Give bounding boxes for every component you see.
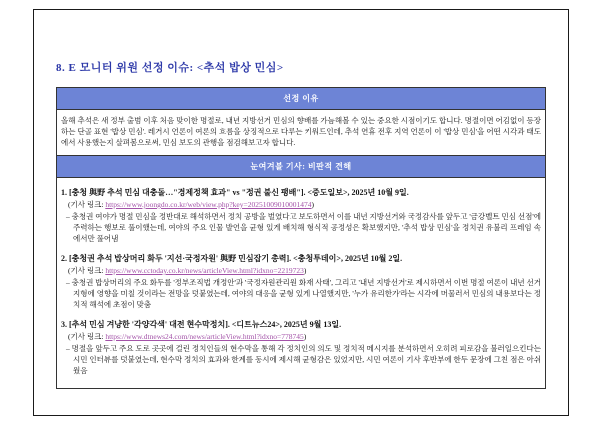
article-item-3 [61,319,541,376]
section-header-notable-articles: 눈여겨볼 기사: 비판적 견해 [57,155,545,177]
article-link[interactable]: https://www.joongdo.co.kr/web/view.php?key=20251009010001474 [105,200,312,209]
article-comment: – 충청권 밥상머리의 주요 화두를 '정부조직법 개정안'과 '국정자원관리원 화재 사태', 그리고 '내년 지방선거'로 제시하면서 이번 명절 여론이 내년 선거 지형에 영향을 미칠 것이라는 전망을 덧붙였는데, 여야의 대응을 균형 있게 나열했지만, '누가 유리한가'라는 시각에 머물러서 민심의 내용보다는 정치적 해석에 초점이 맞춤 [66,278,541,309]
article-link[interactable]: https://www.dtnews24.com/news/articleView.html?idxno=778745 [105,332,304,341]
selection-reason-paragraph: 올해 추석은 새 정부 출범 이후 처음 맞이한 명절로, 내년 지방선거 민심의 향배를 가늠해볼 수 있는 중요한 시점이기도 합니다. 명절이면 어김없이 등장하는 단골 표현 '밥상 민심'. 레거시 언론이 여론의 흐름을 상징적으로 다루는 키워드인데, 추석 연휴 전후 지역 언론이 이 '밥상 민심'을 어떤 시각과 태도에서 사용했는지 살펴봄으로써, 민심 보도의 관행을 점검해보고자 합니다. [57,109,545,155]
link-label: (기사 링크: [68,266,106,275]
link-label: (기사 링크: [68,332,106,341]
link-label: (기사 링크: [68,200,106,209]
document-page [33,9,569,416]
page-content [34,59,568,389]
article-link-line [68,331,541,342]
article-item-2 [61,253,541,310]
link-close-paren: ) [311,200,314,209]
article-link[interactable]: https://www.cctoday.co.kr/news/articleView.html?idxno=2219723 [105,266,304,275]
article-headline: 3. [추석 민심 겨냥한 '각양각색' 대전 현수막정치]. <디트뉴스24>, 2025년 9월 13일. [61,320,342,329]
article-headline: 2. [충청권 추석 밥상머리 화두 '지선·국정자원' 與野 민심잡기 총력]. <충청투데이>, 2025년 10월 2일. [61,254,403,263]
article-comment: – 충청권 여야가 명절 민심을 정반대로 해석하면서 정치 공방을 벌였다고 보도하면서 이를 내년 지방선거와 국정감사를 앞두고 '금강벨트 민심 선점'에 주력하는 행보로 풀이했는데, 여야의 주요 인물 발언을 균형 있게 배치해 형식적 공정성은 확보했지만, '추석 밥상 민심'을 정치권 유불리 프레임 속에서만 풀어냄 [66,212,541,243]
article-link-line [68,265,541,276]
articles-section [57,177,545,388]
article-item-1 [61,187,541,244]
article-comment: – 명절을 앞두고 주요 도로 곳곳에 걸린 정치인들의 현수막을 통해 각 정치인의 의도 및 정치적 메시지를 분석하면서 오히려 피로감을 불러일으킨다는 시민 인터뷰를 덧붙였는데, 현수막 정치의 효과와 한계를 동시에 제시해 균형감은 있었지만, 시민 여론이 기사 후반부에 한두 문장에 그친 점은 아쉬웠음 [66,344,541,375]
link-close-paren: ) [303,332,307,341]
page-title: 8. E 모니터 위원 선정 이슈: <추석 밥상 민심> [56,62,284,74]
article-link-line [68,199,541,210]
report-table [56,87,546,389]
link-close-paren: ) [303,266,307,275]
article-headline: 1. [충청 與野 추석 민심 대충돌…"경제정책 효과" vs "정권 불신 팽배"]. <중도일보>, 2025년 10월 9일. [61,188,409,197]
section-header-selection-reason: 선정 이유 [57,88,545,109]
